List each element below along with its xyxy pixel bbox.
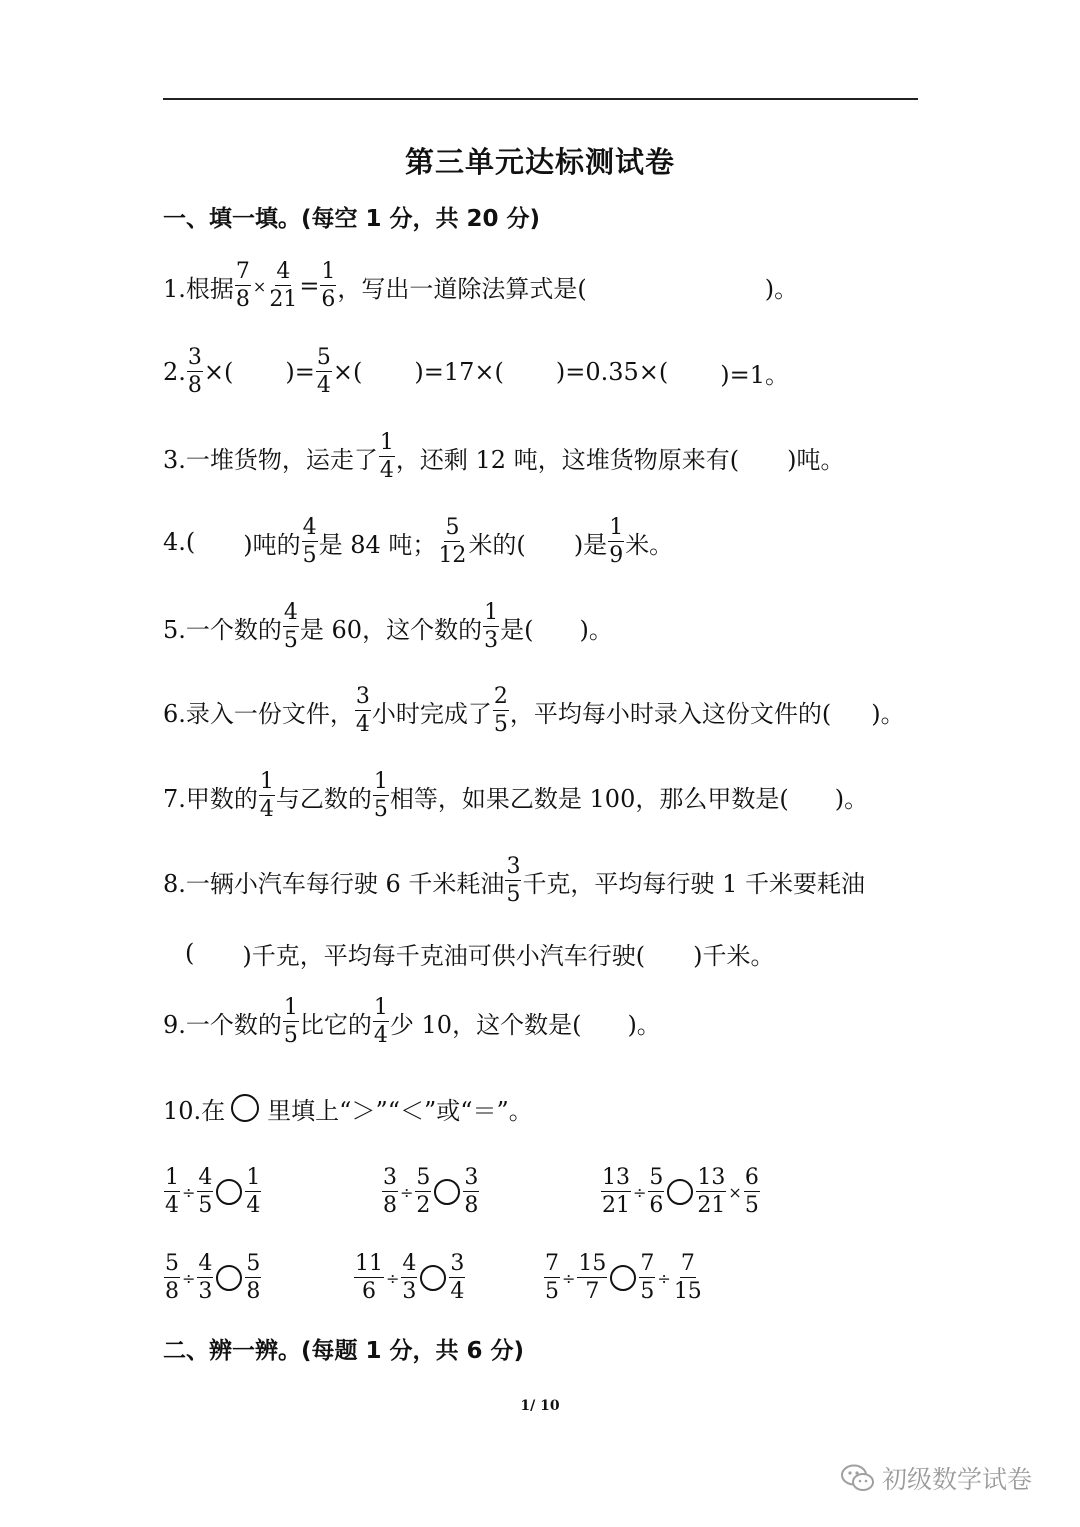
fraction: $\frac{1}{4}$ [259,769,274,822]
question-5: 5.一个数的 $\frac{4}{5}$ 是 60，这个数的 $\frac{1}{3}$ 是( )。 [163,600,613,653]
fraction: $\frac{5}{4}$ [316,345,331,398]
question-8: 8.一辆小汽车每行驶 6 千米耗油 $\frac{3}{5}$ 千克，平均每行驶 1 千米要耗油 [163,854,865,907]
page-number: 1/ 10 [520,1398,560,1414]
fraction: $\frac{4}{5}$ [302,515,317,568]
comparison-3: $\frac{13}{21}$ ÷ $\frac{5}{6}$ $\frac{13}{21}$ × $\frac{6}{5}$ [602,1165,759,1218]
header-rule [163,98,918,100]
compare-circle-blank[interactable] [610,1265,636,1291]
question-1: 1.根据 $\frac{7}{8}$ × $\frac{4}{21}$ = $\frac{1}{6}$ ，写出一道除法算式是( )。 [163,259,799,312]
comparison-4: $\frac{5}{8}$ ÷ $\frac{4}{3}$ $\frac{5}{8}$ [165,1251,261,1304]
fraction: $\frac{4}{21}$ [269,259,298,312]
compare-circle-blank[interactable] [216,1265,242,1291]
circle-icon [231,1094,259,1122]
fraction: $\frac{7}{8}$ [235,259,250,312]
section-1-heading: 一、填一填。(每空 1 分，共 20 分) [163,205,541,232]
fraction: $\frac{2}{5}$ [493,684,508,737]
wechat-icon [840,1463,876,1493]
fraction: $\frac{1}{5}$ [373,769,388,822]
fraction: $\frac{1}{4}$ [373,995,388,1048]
comparison-2: $\frac{3}{8}$ ÷ $\frac{5}{2}$ $\frac{3}{8}$ [383,1165,479,1218]
fraction: $\frac{1}{4}$ [379,430,394,483]
question-7: 7.甲数的 $\frac{1}{4}$ 与乙数的 $\frac{1}{5}$ 相等，如果乙数是 100，那么甲数是( )。 [163,769,869,822]
page-title: 第三单元达标测试卷 [404,145,675,179]
fraction: $\frac{3}{4}$ [355,684,370,737]
fraction: $\frac{5}{12}$ [438,515,467,568]
comparison-5: $\frac{11}{6}$ ÷ $\frac{4}{3}$ $\frac{3}{4}$ [355,1251,465,1304]
compare-circle-blank[interactable] [216,1179,242,1205]
comparison-1: $\frac{1}{4}$ ÷ $\frac{4}{5}$ $\frac{1}{4}$ [165,1165,261,1218]
watermark: 初级数学试卷 [840,1456,1032,1500]
compare-circle-blank[interactable] [667,1179,693,1205]
fraction: $\frac{1}{3}$ [484,600,499,653]
section-2-heading: 二、辨一辨。(每题 1 分，共 6 分) [163,1337,525,1364]
fraction: $\frac{1}{5}$ [283,995,298,1048]
fraction: $\frac{1}{6}$ [321,259,336,312]
question-8-continued: ( )千克，平均每千克油可供小汽车行驶( )千米。 [185,939,775,970]
comparison-6: $\frac{7}{5}$ ÷ $\frac{15}{7}$ $\frac{7}{5}$ ÷ $\frac{7}{15}$ [545,1251,702,1304]
fraction: $\frac{4}{5}$ [283,600,298,653]
fraction: $\frac{3}{8}$ [187,345,202,398]
question-2: 2. $\frac{3}{8}$ ×( )= $\frac{5}{4}$ ×( )=17×( )=0.35×( )=1。 [163,345,789,398]
question-6: 6.录入一份文件， $\frac{3}{4}$ 小时完成了 $\frac{2}{5}$ ，平均每小时录入这份文件的( )。 [163,684,905,737]
question-9: 9.一个数的 $\frac{1}{5}$ 比它的 $\frac{1}{4}$ 少 10，这个数是( )。 [163,995,661,1048]
fraction: $\frac{1}{9}$ [609,515,624,568]
compare-circle-blank[interactable] [420,1265,446,1291]
compare-circle-blank[interactable] [434,1179,460,1205]
question-4: 4.( )吨的 $\frac{4}{5}$ 是 84 吨； $\frac{5}{12}$ 米的( )是 $\frac{1}{9}$ 米。 [163,515,674,568]
fraction: $\frac{3}{5}$ [506,854,521,907]
question-3: 3.一堆货物，运走了 $\frac{1}{4}$ ，还剩 12 吨，这堆货物原来有( )吨。 [163,430,845,483]
question-10: 10.在 里填上“＞”“＜”或“＝”。 [163,1078,533,1138]
